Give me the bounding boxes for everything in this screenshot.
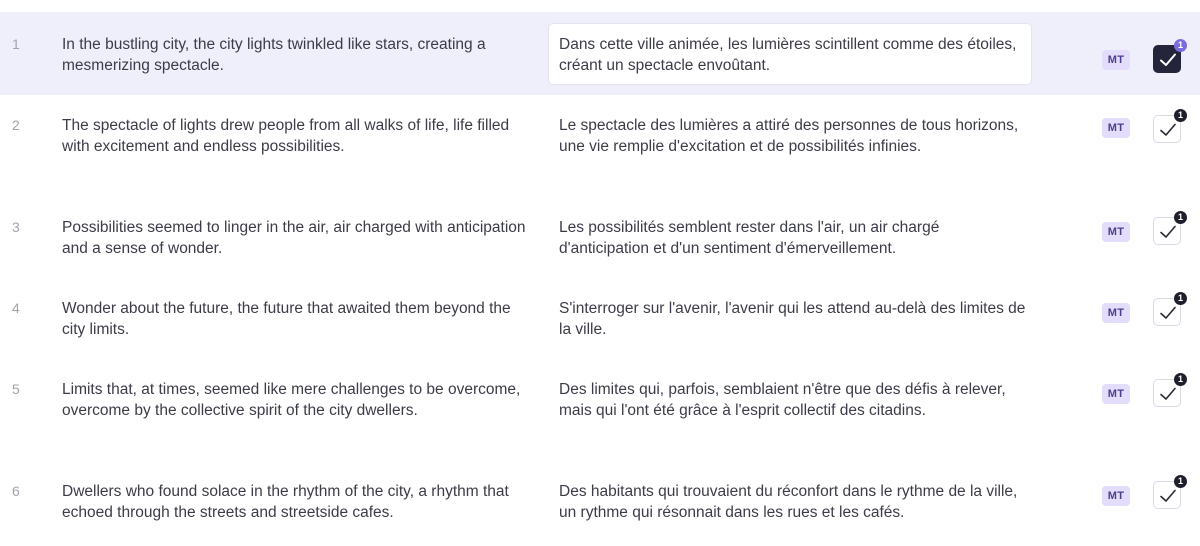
checkmark-icon — [1159, 385, 1177, 403]
target-input[interactable]: S'interroger sur l'avenir, l'avenir qui les attend au-delà des limites de la ville. — [559, 300, 1026, 338]
checkmark-icon — [1159, 223, 1177, 241]
mt-badge: MT — [1102, 118, 1130, 138]
confirm-segment-button[interactable] — [1153, 212, 1183, 245]
source-text: Wonder about the future, the future that awaited them beyond the city limits. — [62, 300, 511, 338]
checkmark-icon — [1159, 487, 1177, 505]
source-text: Possibilities seemed to linger in the air, air charged with anticipation and a sense of wonder. — [62, 219, 526, 257]
source-text: Dwellers who found solace in the rhythm of the city, a rhythm that echoed through the streets and streetside cafes. — [62, 483, 509, 521]
segment-number: 5 — [12, 381, 20, 397]
checkmark-icon — [1159, 51, 1177, 69]
mt-badge: MT — [1102, 486, 1130, 506]
mt-badge: MT — [1102, 222, 1130, 242]
checkmark-icon — [1159, 121, 1177, 139]
segment-row[interactable] — [0, 288, 1200, 360]
confirm-segment-button[interactable] — [1153, 476, 1183, 509]
segment-number: 3 — [12, 219, 20, 235]
source-text: In the bustling city, the city lights twinkled like stars, creating a mesmerizing spectacle. — [62, 36, 486, 74]
confirm-count-badge: 1 — [1174, 475, 1187, 488]
segment-row[interactable] — [0, 369, 1200, 461]
segment-row[interactable] — [0, 105, 1200, 197]
confirm-segment-button[interactable] — [1153, 40, 1183, 73]
segment-row[interactable] — [0, 471, 1200, 543]
segment-row[interactable] — [0, 12, 1200, 95]
segment-number: 6 — [12, 483, 20, 499]
segment-number: 4 — [12, 300, 20, 316]
source-text: The spectacle of lights drew people from all walks of life, life filled with excitement and endless possibilities. — [62, 117, 510, 155]
checkmark-icon — [1159, 304, 1177, 322]
confirm-count-badge: 1 — [1174, 373, 1187, 386]
target-input[interactable]: Des habitants qui trouvaient du réconfort dans le rythme de la ville, un rythme qui résonnait dans les rues et les cafés. — [559, 483, 1018, 521]
target-input[interactable]: Dans cette ville animée, les lumières scintillent comme des étoiles, créant un spectacle envoûtant. — [559, 36, 1017, 74]
confirm-count-badge: 1 — [1174, 109, 1187, 122]
confirm-segment-button[interactable] — [1153, 293, 1183, 326]
confirm-count-badge: 1 — [1174, 211, 1187, 224]
segment-row[interactable] — [0, 207, 1200, 279]
mt-badge: MT — [1102, 50, 1130, 70]
target-input[interactable]: Les possibilités semblent rester dans l'air, un air chargé d'anticipation et d'un sentiment d'émerveillement. — [559, 219, 940, 257]
confirm-segment-button[interactable] — [1153, 110, 1183, 143]
target-input[interactable]: Le spectacle des lumières a attiré des personnes de tous horizons, une vie remplie d'excitation et de possibilités infinies. — [559, 117, 1019, 155]
segment-number: 1 — [12, 36, 20, 52]
source-text: Limits that, at times, seemed like mere challenges to be overcome, overcome by the collective spirit of the city dwellers. — [62, 381, 521, 419]
segment-number: 2 — [12, 117, 20, 133]
mt-badge: MT — [1102, 303, 1130, 323]
mt-badge: MT — [1102, 384, 1130, 404]
confirm-segment-button[interactable] — [1153, 374, 1183, 407]
confirm-count-badge: 1 — [1174, 292, 1187, 305]
target-input[interactable]: Des limites qui, parfois, semblaient n'être que des défis à relever, mais qui l'ont été grâce à l'esprit collectif des citadins. — [559, 381, 1006, 419]
confirm-count-badge: 1 — [1174, 39, 1187, 52]
